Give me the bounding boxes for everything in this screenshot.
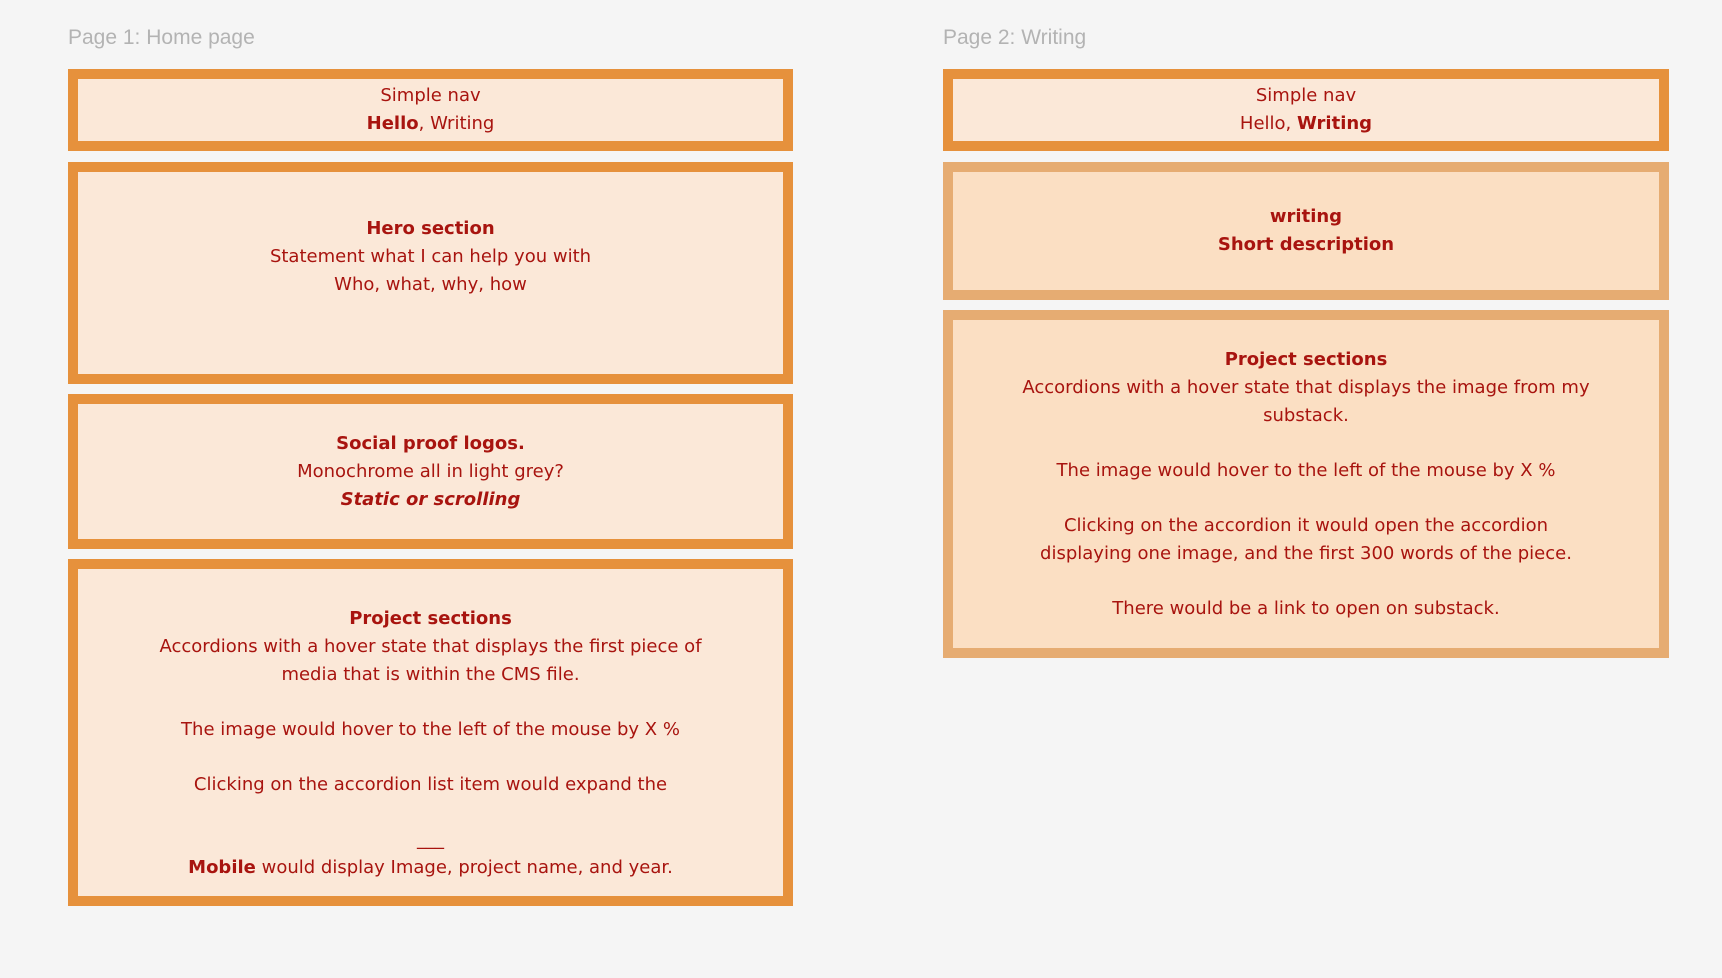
social-heading: Social proof logos. bbox=[336, 432, 525, 454]
mobile-label: Mobile bbox=[188, 857, 256, 878]
hero-heading: Hero section bbox=[366, 218, 495, 239]
page1-hero-box bbox=[68, 162, 793, 384]
nav-heading: Simple nav bbox=[1255, 85, 1357, 106]
page2-projects-box bbox=[943, 310, 1669, 658]
projects-line-media: media that is within the CMS file. bbox=[281, 664, 580, 685]
projects-line-hover: The image would hover to the left of the mouse by X % bbox=[1056, 459, 1556, 481]
projects-line-accordions: Accordions with a hover state that displays the first piece of bbox=[159, 636, 702, 657]
page2-header-box bbox=[943, 162, 1669, 300]
page2-nav-box bbox=[943, 69, 1669, 151]
projects-line-link: There would be a link to open on substack. bbox=[1112, 597, 1500, 619]
page1-nav-box bbox=[68, 69, 793, 151]
social-line-static: Static or scrolling bbox=[340, 488, 521, 510]
writing-heading: writing bbox=[1269, 206, 1343, 227]
mobile-text: would display Image, project name, and year. bbox=[255, 857, 673, 878]
page1-projects-box bbox=[68, 559, 793, 906]
projects-line-clicking: Clicking on the accordion it would open the accordion bbox=[1063, 514, 1549, 536]
projects-divider: ___ bbox=[417, 829, 444, 850]
projects-line-mobile bbox=[188, 854, 673, 882]
nav-link-hello: Hello bbox=[366, 113, 419, 134]
projects-line-accordions: Accordions with a hover state that displays the image from my bbox=[1022, 376, 1590, 398]
projects-line-displaying: displaying one image, and the first 300 words of the piece. bbox=[1040, 542, 1572, 564]
nav-links bbox=[1240, 110, 1372, 138]
projects-line-substack: substack. bbox=[1263, 404, 1349, 426]
nav-separator: , bbox=[418, 113, 431, 134]
page1-social-proof-box bbox=[68, 394, 793, 549]
nav-link-hello: Hello bbox=[1239, 113, 1286, 134]
projects-line-hover: The image would hover to the left of the mouse by X % bbox=[181, 719, 680, 740]
nav-heading: Simple nav bbox=[380, 85, 481, 106]
nav-link-writing: Writing bbox=[430, 113, 495, 134]
social-line-monochrome: Monochrome all in light grey? bbox=[297, 460, 564, 482]
nav-separator: , bbox=[1285, 113, 1297, 134]
writing-short-description: Short description bbox=[1217, 234, 1395, 255]
nav-links bbox=[367, 110, 495, 138]
projects-heading: Project sections bbox=[349, 608, 512, 629]
page2-title: Page 2: Writing bbox=[943, 26, 1087, 49]
projects-heading: Project sections bbox=[1224, 348, 1388, 370]
projects-line-clicking: Clicking on the accordion list item would expand the bbox=[193, 774, 668, 795]
hero-questions: Who, what, why, how bbox=[334, 274, 527, 295]
hero-statement: Statement what I can help you with bbox=[269, 246, 592, 267]
page1-title: Page 1: Home page bbox=[68, 26, 255, 49]
nav-link-writing: Writing bbox=[1297, 113, 1373, 134]
